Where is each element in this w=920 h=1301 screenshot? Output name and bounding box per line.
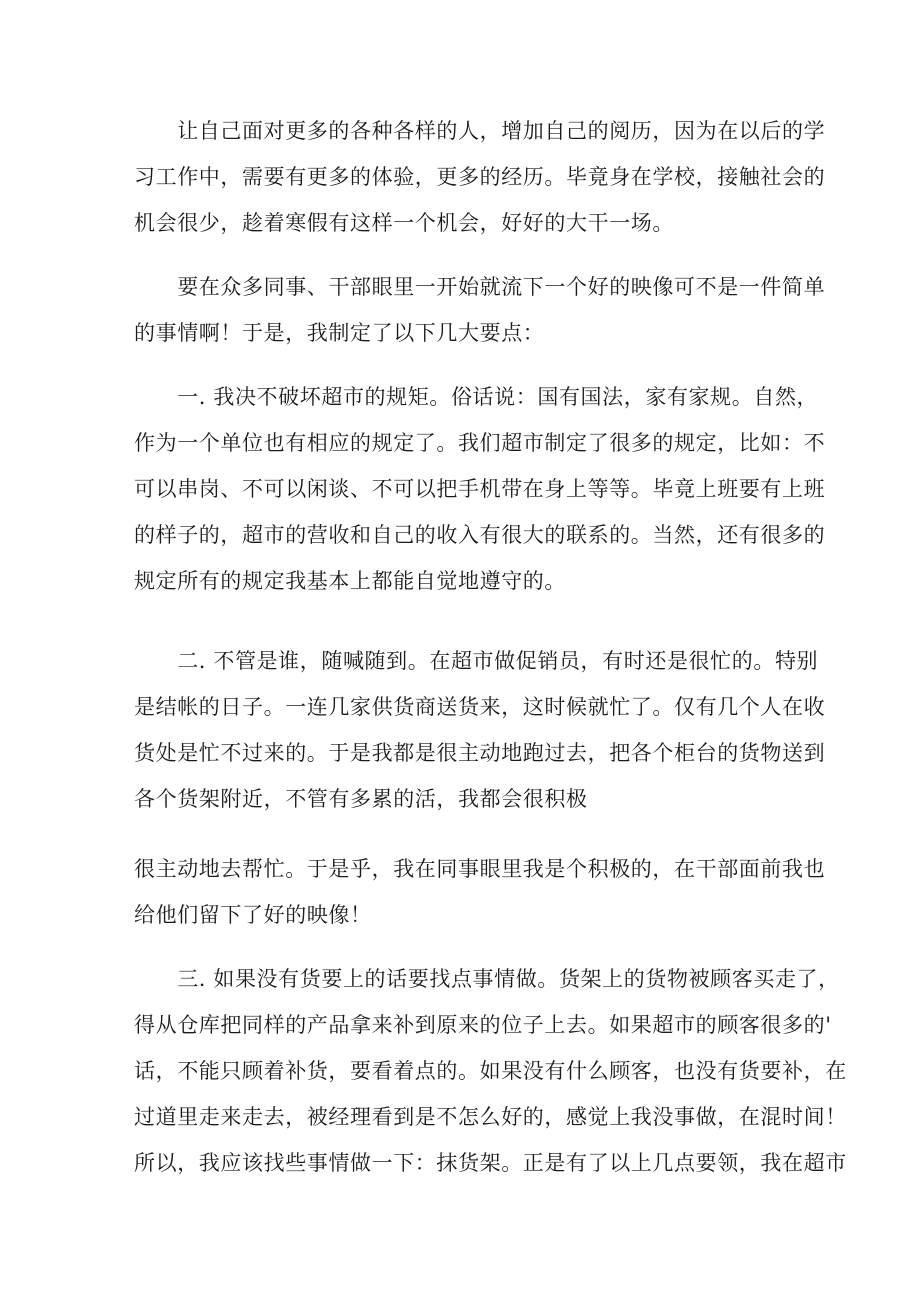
text-line: 作为一个单位也有相应的规定了。我们超市制定了很多的规定，比如：不 [134, 431, 826, 455]
text-line: 习工作中，需要有更多的体验，更多的经历。毕竟身在学校，接触社会的 [134, 165, 826, 189]
text-line: 三. 如果没有货要上的话要找点事情做。货架上的货物被顾客买走了， [134, 967, 840, 991]
text-line: 要在众多同事、干部眼里一开始就流下一个好的映像可不是一件简单 [134, 275, 826, 299]
paragraph-intro [134, 108, 826, 246]
text-line: 的样子的，超市的营收和自己的收入有很大的联系的。当然，还有很多的 [134, 523, 826, 547]
text-line: 让自己面对更多的各种各样的人，增加自己的阅历，因为在以后的学 [134, 119, 826, 143]
text-line: 机会很少，趁着寒假有这样一个机会，好好的大干一场。 [134, 211, 674, 235]
text-line: 规定所有的规定我基本上都能自觉地遵守的。 [134, 569, 566, 593]
paragraph-point-three [134, 956, 847, 1186]
text-line: 的事情啊！于是，我制定了以下几大要点： [134, 321, 545, 345]
paragraph-point-two-continued [134, 846, 826, 938]
paragraph-goals [134, 264, 826, 356]
text-line: 一. 我决不破坏超市的规矩。俗话说：国有国法，家有家规。自然， [134, 385, 819, 409]
text-line: 得从仓库把同样的产品拿来补到原来的位子上去。如果超市的顾客很多的' [134, 1013, 832, 1037]
text-line: 给他们留下了好的映像！ [134, 903, 372, 927]
text-line: 很主动地去帮忙。于是乎，我在同事眼里我是个积极的，在干部面前我也 [134, 857, 826, 881]
text-line: 所以，我应该找些事情做一下：抹货架。正是有了以上几点要领，我在超市 [134, 1151, 847, 1175]
text-line: 各个货架附近，不管有多累的活，我都会很积极 [134, 787, 588, 811]
text-line: 过道里走来走去，被经理看到是不怎么好的，感觉上我没事做，在混时间！ [134, 1105, 847, 1129]
text-line: 是结帐的日子。一连几家供货商送货来，这时候就忙了。仅有几个人在收 [134, 695, 826, 719]
text-line: 可以串岗、不可以闲谈、不可以把手机带在身上等等。毕竟上班要有上班 [134, 477, 826, 501]
paragraph-point-two [134, 638, 826, 822]
text-line: 货处是忙不过来的。于是我都是很主动地跑过去，把各个柜台的货物送到 [134, 741, 826, 765]
text-line: 二. 不管是谁，随喊随到。在超市做促销员，有时还是很忙的。特别 [134, 649, 819, 673]
paragraph-point-one [134, 374, 826, 604]
text-line: 话，不能只顾着补货，要看着点的。如果没有什么顾客，也没有货要补，在 [134, 1059, 847, 1083]
